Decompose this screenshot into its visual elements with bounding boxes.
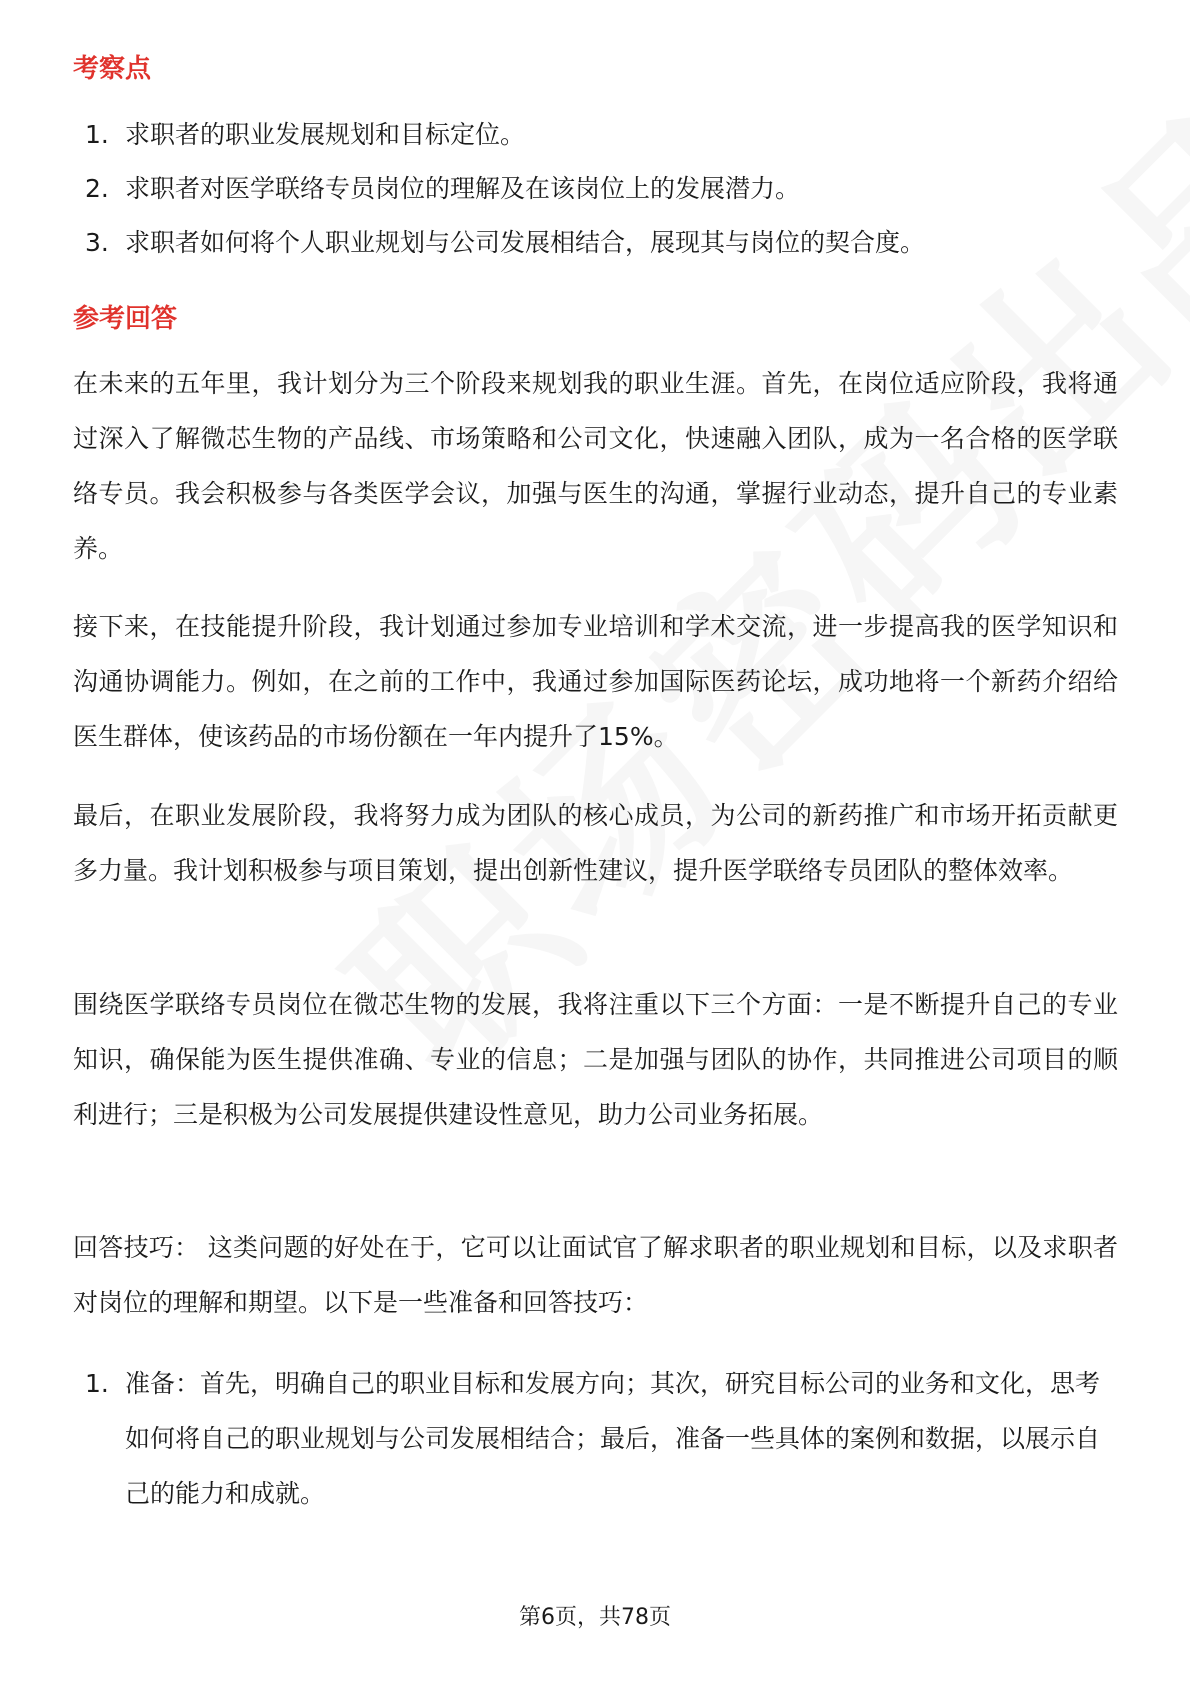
list-text: 求职者的职业发展规划和目标定位。: [125, 120, 526, 149]
answer-tips-intro: 回答技巧： 这类问题的好处在于，它可以让面试官了解求职者的职业规划和目标，以及求职者对岗位的理解和期望。以下是一些准备和回答技巧：: [73, 1233, 1118, 1317]
list-number: 2.: [85, 174, 109, 203]
answer-paragraph-2: 接下来，在技能提升阶段，我计划通过参加专业培训和学术交流，进一步提高我的医学知识和沟通协调能力。例如，在之前的工作中，我通过参加国际医药论坛，成功地将一个新药介绍给医生群体，使该药品的市场份额在一年内提升了15%。: [73, 612, 1118, 751]
list-item: [85, 176, 1115, 201]
answer-paragraph-4: 围绕医学联络专员岗位在微芯生物的发展，我将注重以下三个方面：一是不断提升自己的专业知识，确保能为医生提供准确、专业的信息；二是加强与团队的协作，共同推进公司项目的顺利进行；三是积极为公司发展提供建设性意见，助力公司业务拓展。: [73, 990, 1118, 1129]
section-title-answer: 参考回答: [73, 304, 178, 334]
answer-paragraph-1: 在未来的五年里，我计划分为三个阶段来规划我的职业生涯。首先，在岗位适应阶段，我将通过深入了解微芯生物的产品线、市场策略和公司文化，快速融入团队，成为一名合格的医学联络专员。我会积极参与各类医学会议，加强与医生的沟通，掌握行业动态，提升自己的专业素养。: [73, 369, 1118, 563]
list-item: [85, 122, 1115, 147]
list-text: 求职者对医学联络专员岗位的理解及在该岗位上的发展潜力。: [125, 174, 801, 203]
document-page: [73, 0, 1123, 1684]
answer-paragraph-3: 最后，在职业发展阶段，我将努力成为团队的核心成员，为公司的新药推广和市场开拓贡献更多力量。我计划积极参与项目策划，提出创新性建议，提升医学联络专员团队的整体效率。: [73, 801, 1118, 885]
list-text: 准备：首先，明确自己的职业目标和发展方向；其次，研究目标公司的业务和文化，思考如何将自己的职业规划与公司发展相结合；最后，准备一些具体的案例和数据，以展示自己的能力和成就。: [125, 1369, 1101, 1508]
list-number: 1.: [85, 1369, 109, 1398]
list-number: 3.: [85, 228, 109, 257]
tip-list-item: [85, 1356, 1120, 1521]
list-item: [85, 230, 1115, 255]
list-number: 1.: [85, 120, 109, 149]
section-title-points: 考察点: [73, 54, 152, 84]
page-number: 第6页，共78页: [519, 1605, 671, 1630]
list-text: 求职者如何将个人职业规划与公司发展相结合，展现其与岗位的契合度。: [125, 228, 926, 257]
